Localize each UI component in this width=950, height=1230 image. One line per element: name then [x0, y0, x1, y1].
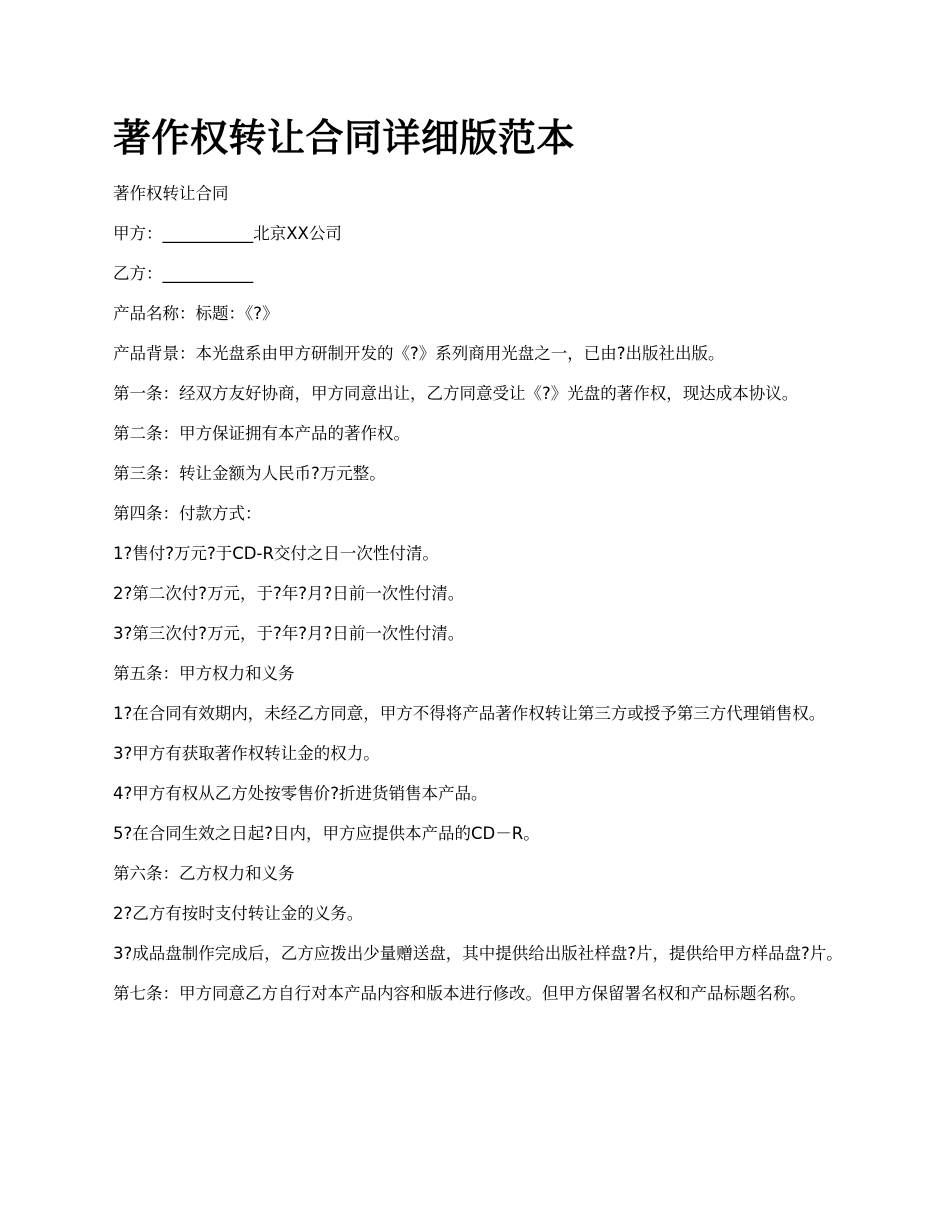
paragraph-payment-3: 3?第三次付?万元，于?年?月?日前一次性付清。 — [113, 624, 465, 643]
paragraph-article-5-item-3: 3?甲方有获取著作权转让金的权力。 — [113, 744, 380, 763]
paragraph-article-3: 第三条：转让金额为人民币?万元整。 — [113, 464, 386, 483]
paragraph-article-5-item-1: 1?在合同有效期内，未经乙方同意，甲方不得将产品著作权转让第三方或授予第三方代理销售权。 — [113, 704, 826, 723]
paragraph-article-6-item-3: 3?成品盘制作完成后，乙方应拨出少量赠送盘，其中提供给出版社样盘?片，提供给甲方样品盘?片。 — [113, 944, 843, 963]
paragraph-article-2: 第二条：甲方保证拥有本产品的著作权。 — [113, 424, 410, 443]
paragraph-article-5: 第五条：甲方权力和义务 — [113, 664, 295, 683]
document-title: 著作权转让合同详细版范本 — [113, 116, 576, 160]
paragraph-contract-name: 著作权转让合同 — [113, 184, 229, 203]
paragraph-article-5-item-4: 4?甲方有权从乙方处按零售价?折进货销售本产品。 — [113, 784, 488, 803]
paragraph-product-background: 产品背景：本光盘系由甲方研制开发的《?》系列商用光盘之一，已由?出版社出版。 — [113, 344, 725, 363]
paragraph-article-7: 第七条：甲方同意乙方自行对本产品内容和版本进行修改。但甲方保留署名权和产品标题名称。 — [113, 984, 806, 1003]
paragraph-article-6: 第六条：乙方权力和义务 — [113, 864, 295, 883]
paragraph-article-4: 第四条：付款方式： — [113, 504, 262, 523]
paragraph-payment-2: 2?第二次付?万元，于?年?月?日前一次性付清。 — [113, 584, 465, 603]
document-body — [113, 183, 843, 1004]
paragraph-party-a: 甲方：___________北京XX公司 — [113, 224, 342, 243]
paragraph-article-6-item-2: 2?乙方有按时支付转让金的义务。 — [113, 904, 364, 923]
paragraph-article-5-item-5: 5?在合同生效之日起?日内，甲方应提供本产品的CD－R。 — [113, 824, 540, 843]
paragraph-party-b: 乙方：___________ — [113, 264, 254, 283]
paragraph-product-name: 产品名称：标题：《?》 — [113, 304, 279, 323]
document-page — [113, 112, 843, 1023]
paragraph-payment-1: 1?售付?万元?于CD-R交付之日一次性付清。 — [113, 544, 439, 563]
paragraph-article-1: 第一条：经双方友好协商，甲方同意出让，乙方同意受让《?》光盘的著作权，现达成本协议。 — [113, 384, 799, 403]
